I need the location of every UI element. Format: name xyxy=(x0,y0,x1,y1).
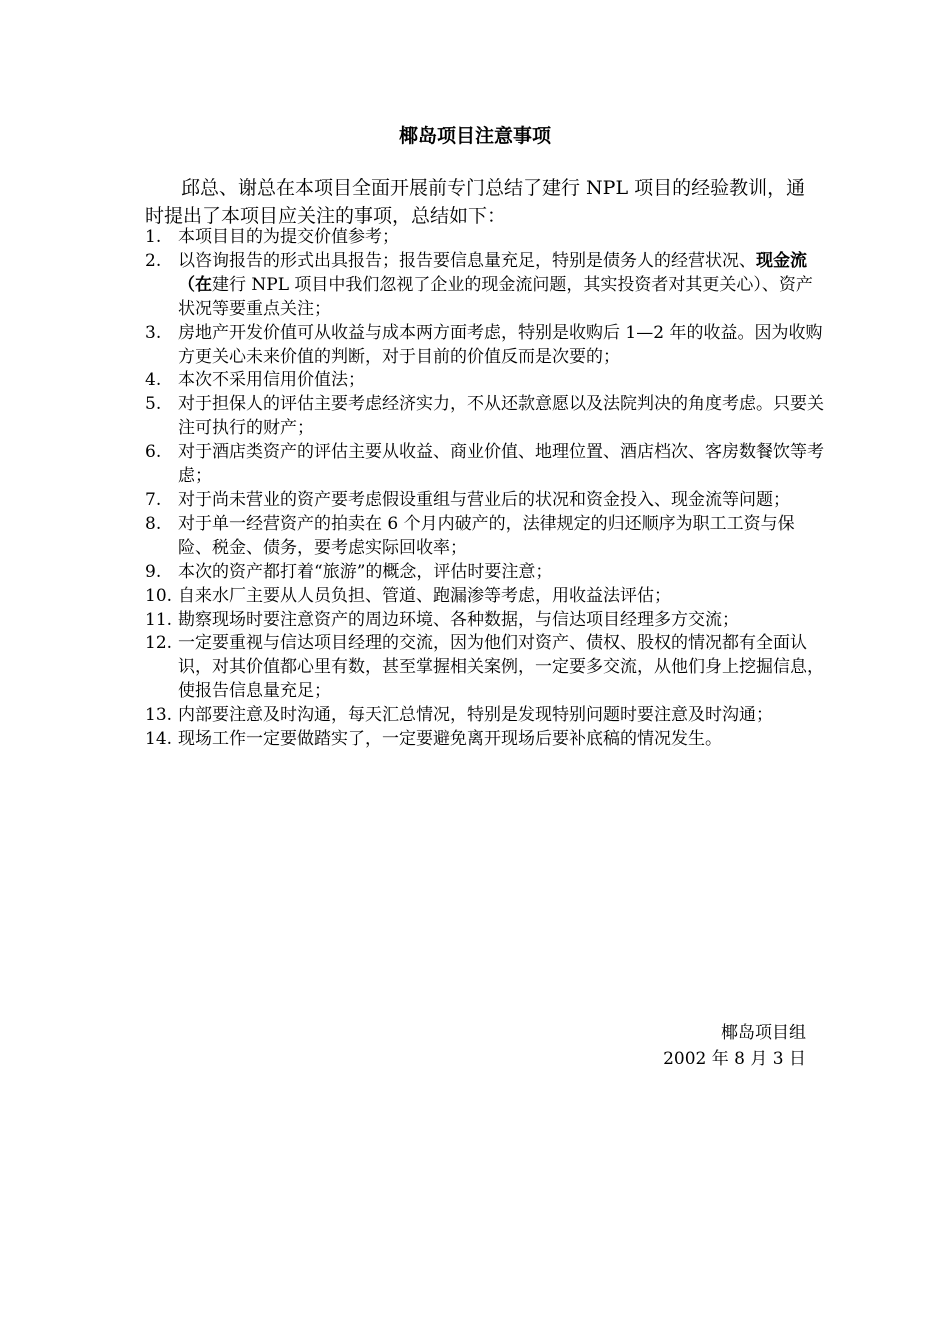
list-item xyxy=(145,585,825,609)
item-number: 14. xyxy=(145,729,173,750)
item-text: 自来水厂主要从人员负担、管道、跑漏渗等考虑，用收益法评估； xyxy=(178,585,671,606)
list-item xyxy=(145,250,825,322)
item-text: 一定要重视与信达项目经理的交流，因为他们对资产、债权、股权的情况都有全面认识，对其价值都心里有数，甚至掌握相关案例，一定要多交流，从他们身上挖掘信息，使报告信息量充足； xyxy=(178,633,824,702)
item-text: 建行 NPL 项目中我们忽视了企业的现金流问题，其实投资者对其更关心）、资产状况等要重点关注； xyxy=(178,274,813,319)
intro-paragraph: 邱总、谢总在本项目全面开展前专门总结了建行 NPL 项目的经验教训，通时提出了本项目应关注的事项，总结如下： xyxy=(145,177,806,227)
item-number: 1. xyxy=(145,227,162,247)
item-number: 7. xyxy=(145,489,162,510)
item-number: 4. xyxy=(145,370,162,391)
signature-date: 2002 年 8 月 3 日 xyxy=(663,1049,806,1069)
item-number: 6. xyxy=(145,442,162,463)
item-text: 本项目目的为提交价值参考； xyxy=(178,227,399,247)
notes-list xyxy=(145,226,825,752)
list-item xyxy=(145,322,825,370)
list-item xyxy=(145,393,825,441)
item-number: 2. xyxy=(145,250,162,271)
list-item xyxy=(145,609,825,633)
list-item xyxy=(145,226,825,250)
document-title: 椰岛项目注意事项 xyxy=(398,125,551,147)
item-number: 9. xyxy=(145,561,162,582)
list-item xyxy=(145,561,825,585)
list-item xyxy=(145,489,825,513)
item-number: 8. xyxy=(145,513,162,534)
item-number: 12. xyxy=(145,633,173,654)
item-text: 内部要注意及时沟通，每天汇总情况，特别是发现特别问题时要注意及时沟通； xyxy=(178,705,773,726)
item-number: 3. xyxy=(145,322,162,343)
list-item xyxy=(145,728,825,752)
item-text: 对于尚未营业的资产要考虑假设重组与营业后的状况和资金投入、现金流等问题； xyxy=(178,489,790,510)
signature-block xyxy=(663,1020,806,1072)
item-text: 对于酒店类资产的评估主要从收益、商业价值、地理位置、酒店档次、客房数餐饮等考虑； xyxy=(178,442,824,487)
list-item xyxy=(145,704,825,728)
item-text: 现场工作一定要做踏实了，一定要避免离开现场后要补底稿的情况发生。 xyxy=(178,729,722,750)
item-text: 本次的资产都打着“旅游”的概念，评估时要注意； xyxy=(178,561,553,582)
item-text: 以咨询报告的形式出具报告；报告要信息量充足，特别是债务人的经营状况、 xyxy=(178,250,756,271)
list-item xyxy=(145,441,825,489)
item-text-bold: 现金流（在 xyxy=(178,250,807,295)
item-text: 本次不采用信用价值法； xyxy=(178,370,365,391)
item-text: 房地产开发价值可从收益与成本两方面考虑，特别是收购后 1—2 年的收益。因为收购方更关心未来价值的判断，对于目前的价值反而是次要的； xyxy=(178,322,823,367)
signature-org: 椰岛项目组 xyxy=(721,1023,806,1043)
item-text: 勘察现场时要注意资产的周边环境、各种数据，与信达项目经理多方交流； xyxy=(178,609,739,630)
item-number: 11. xyxy=(145,609,173,630)
item-text: 对于单一经营资产的拍卖在 6 个月内破产的，法律规定的归还顺序为职工工资与保险、税金、债务，要考虑实际回收率； xyxy=(178,513,795,558)
list-item xyxy=(145,632,825,704)
item-number: 5. xyxy=(145,394,162,415)
list-item xyxy=(145,369,825,393)
item-text: 对于担保人的评估主要考虑经济实力，不从还款意愿以及法院判决的角度考虑。只要关注可执行的财产； xyxy=(178,394,824,439)
item-number: 13. xyxy=(145,705,173,726)
list-item xyxy=(145,513,825,561)
item-number: 10. xyxy=(145,585,173,606)
